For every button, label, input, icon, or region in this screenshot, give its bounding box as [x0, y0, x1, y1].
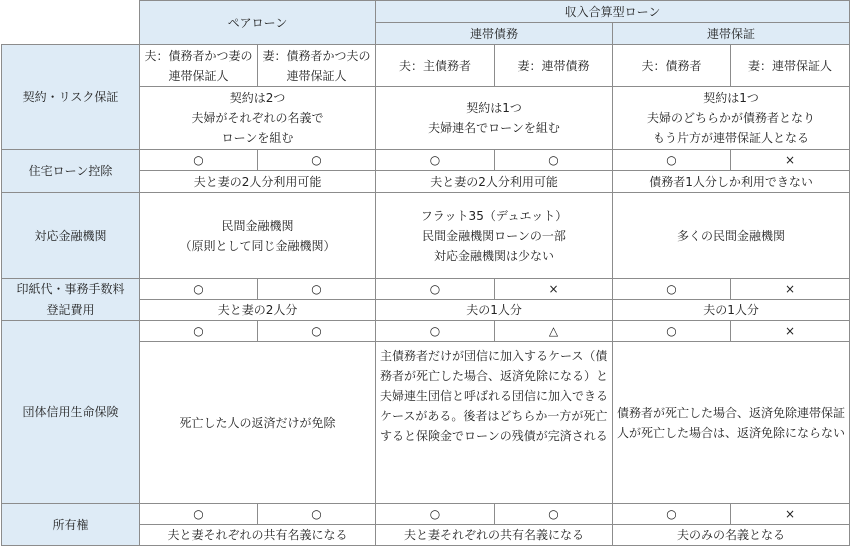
ownership-mark: ○ — [613, 504, 731, 525]
insurance-guarantee: 債務者が死亡した場合、返済免除連帯保証人が死亡した場合は、返済免除にならない — [613, 342, 850, 504]
row-label-insurance: 団体信用生命保険 — [2, 321, 140, 504]
ownership-mark: ○ — [376, 504, 495, 525]
ownership-mark: ○ — [495, 504, 613, 525]
contract-husband-debt: 夫：主債務者 — [376, 45, 495, 87]
contract-desc-debt-line: 夫婦連名でローンを組む — [428, 121, 560, 135]
tax-mark: ○ — [376, 150, 495, 171]
row-label-ownership: 所有権 — [2, 504, 140, 546]
tax-mark: ○ — [258, 150, 376, 171]
tax-note-debt: 夫と妻の2人分利用可能 — [376, 171, 613, 193]
contract-desc-debt-line: 契約は1つ — [466, 101, 522, 115]
fee-mark: ○ — [140, 279, 258, 300]
loan-comparison-table — [1, 0, 850, 546]
contract-desc-guarantee-line: 夫婦のどちらかが債務者となり — [647, 111, 816, 125]
fee-mark: × — [731, 279, 850, 300]
contract-wife-pair: 妻：債務者かつ夫の連帯保証人 — [258, 45, 376, 87]
institution-debt-line: 対応金融機関は少ない — [434, 248, 555, 263]
fee-mark: × — [495, 279, 613, 300]
row-label-tax-deduction: 住宅ローン控除 — [2, 150, 140, 193]
row-label-contract: 契約・リスク保証 — [2, 45, 140, 150]
insurance-mark: × — [731, 321, 850, 342]
insurance-mark: ○ — [376, 321, 495, 342]
contract-desc-pair-line: 契約は2つ — [229, 91, 286, 105]
header-pair-loan: ペアローン — [140, 1, 376, 45]
contract-husband-guarantee: 夫：債務者 — [613, 45, 731, 87]
contract-desc-guarantee — [613, 87, 850, 150]
contract-desc-pair-line: 夫婦がそれぞれの名義で — [191, 111, 324, 125]
ownership-note-debt: 夫と妻それぞれの共有名義になる — [376, 525, 613, 546]
row-label-registry-fee: 登記費用 — [2, 300, 140, 321]
insurance-debt: 主債務者だけが団信に加入するケース（債務者が死亡した場合、返済免除になる）と夫婦連生団信と呼ばれる団信に加入できるケースがある。後者はどちらか一方が死亡すると保険金でローンの残債が完済される — [376, 342, 613, 504]
tax-mark: ○ — [495, 150, 613, 171]
ownership-note-pair: 夫と妻それぞれの共有名義になる — [140, 525, 376, 546]
contract-husband-pair: 夫：債務者かつ妻の連帯保証人 — [140, 45, 258, 87]
institution-debt — [376, 193, 613, 279]
tax-mark: × — [731, 150, 850, 171]
tax-note-guarantee: 債務者1人分しか利用できない — [613, 171, 850, 193]
header-income-combined-loan: 収入合算型ローン — [376, 1, 850, 23]
fee-mark: ○ — [376, 279, 495, 300]
contract-wife-debt: 妻：連帯債務 — [495, 45, 613, 87]
institution-guarantee: 多くの民間金融機関 — [613, 193, 850, 279]
institution-pair — [140, 193, 376, 279]
tax-mark: ○ — [613, 150, 731, 171]
corner-cell — [2, 1, 140, 45]
institution-pair-line: 民間金融機関 — [221, 218, 294, 233]
institution-debt-line: 民間金融機関ローンの一部 — [422, 228, 566, 243]
fee-note-guarantee: 夫の1人分 — [613, 300, 850, 321]
tax-note-pair: 夫と妻の2人分利用可能 — [140, 171, 376, 193]
contract-desc-guarantee-line: 契約は1つ — [703, 91, 759, 105]
insurance-mark: ○ — [613, 321, 731, 342]
institution-pair-line: （原則として同じ金融機関） — [179, 238, 336, 253]
contract-wife-guarantee: 妻：連帯保証人 — [731, 45, 850, 87]
header-joint-debt: 連帯債務 — [376, 23, 613, 45]
institution-debt-line: フラット35（デュエット） — [420, 208, 568, 223]
insurance-mark: △ — [495, 321, 613, 342]
insurance-mark: ○ — [140, 321, 258, 342]
header-joint-guarantee: 連帯保証 — [613, 23, 850, 45]
tax-mark: ○ — [140, 150, 258, 171]
ownership-mark: ○ — [258, 504, 376, 525]
fee-note-pair: 夫と妻の2人分 — [140, 300, 376, 321]
insurance-mark: ○ — [258, 321, 376, 342]
contract-desc-guarantee-line: もう片方が連帯保証人となる — [653, 131, 810, 145]
fee-note-debt: 夫の1人分 — [376, 300, 613, 321]
contract-desc-pair-line: ローンを組む — [221, 131, 294, 145]
row-label-institution: 対応金融機関 — [2, 193, 140, 279]
fee-mark: ○ — [613, 279, 731, 300]
ownership-mark: ○ — [140, 504, 258, 525]
row-label-stamp-fee: 印紙代・事務手数料 — [2, 279, 140, 300]
ownership-note-guarantee: 夫のみの名義となる — [613, 525, 850, 546]
insurance-pair: 死亡した人の返済だけが免除 — [140, 342, 376, 504]
fee-mark: ○ — [258, 279, 376, 300]
contract-desc-debt — [376, 87, 613, 150]
ownership-mark: × — [731, 504, 850, 525]
contract-desc-pair — [140, 87, 376, 150]
